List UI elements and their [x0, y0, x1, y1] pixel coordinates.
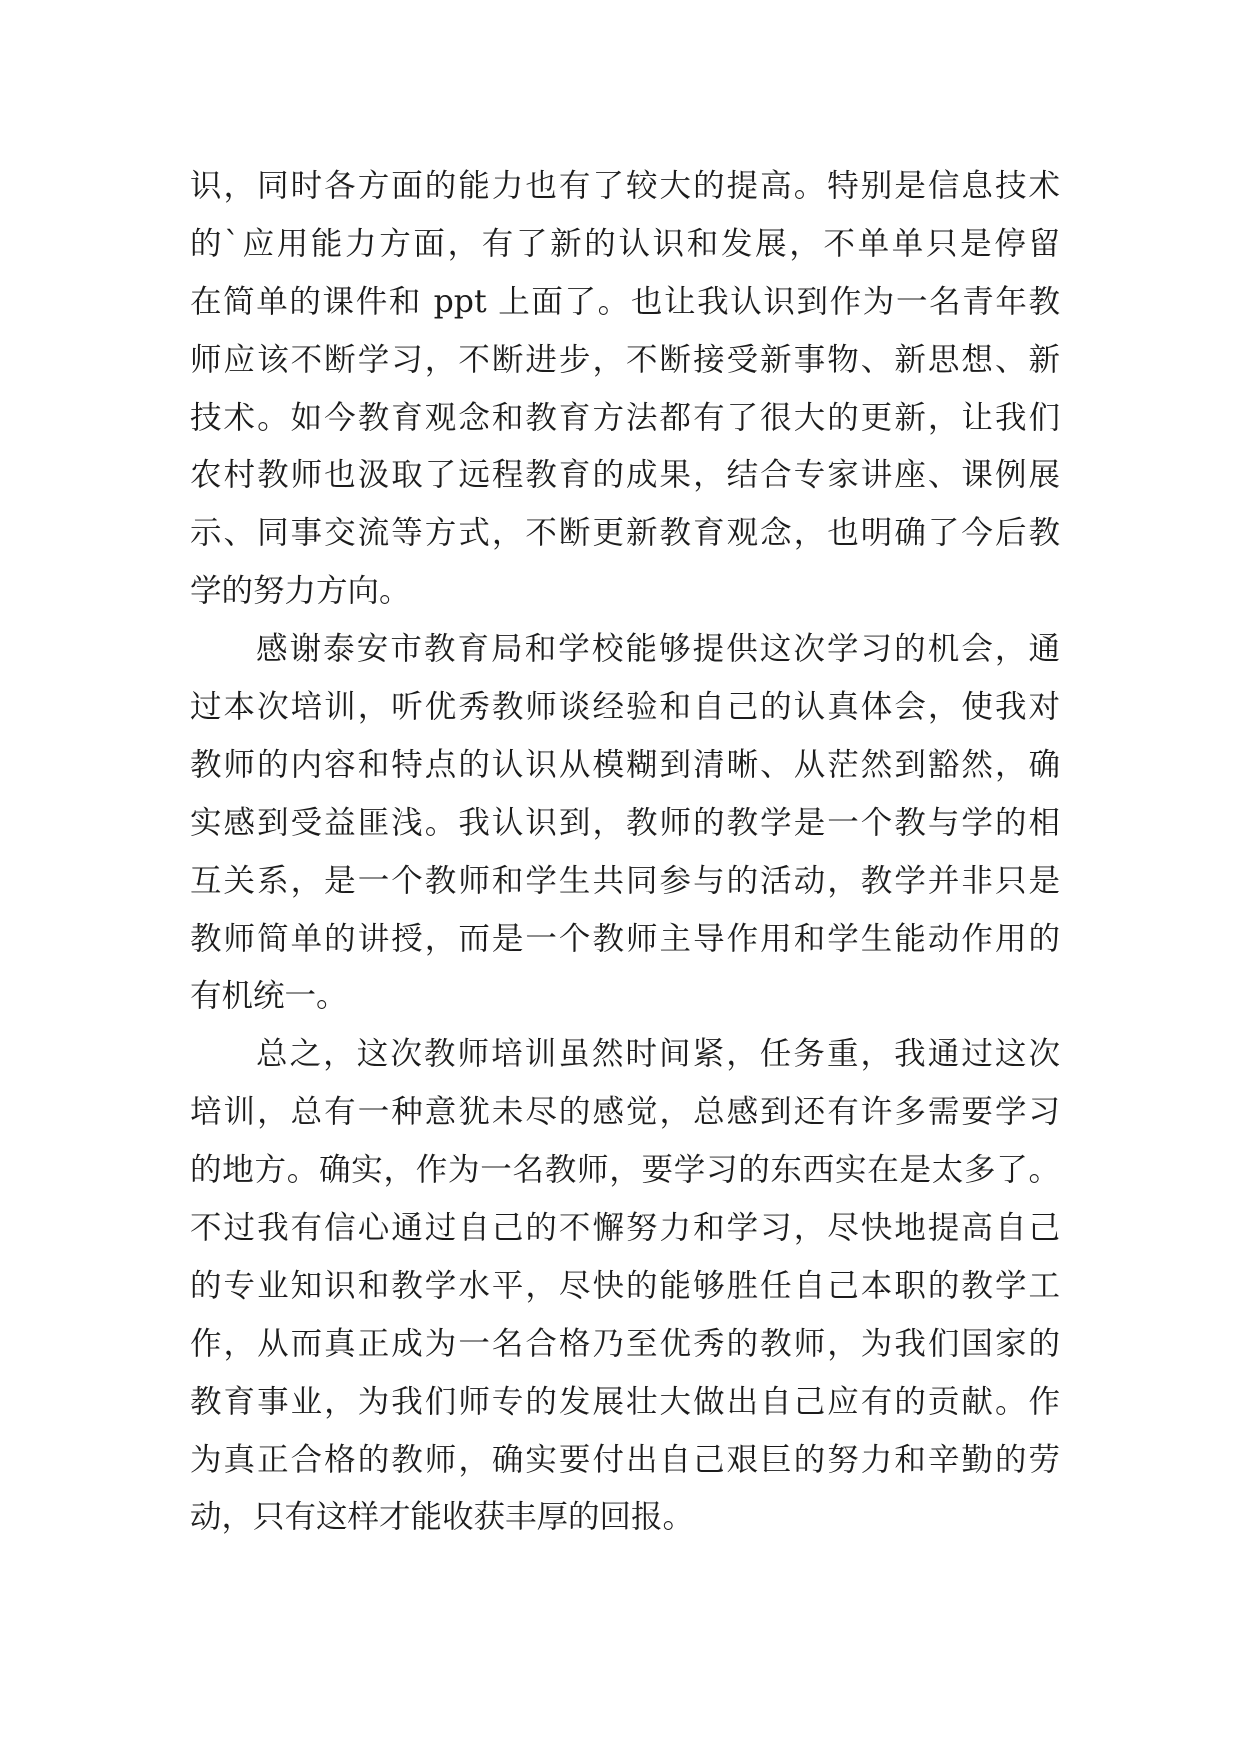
paragraph-3-line-3: 的地方。确实，作为一名教师，要学习的东西实在是太多了。: [190, 1152, 1060, 1189]
paragraph-2-line-2: 过本次培训，听优秀教师谈经验和自己的认真体会，使我对: [190, 689, 1060, 726]
paragraph-1-line-7: 示、同事交流等方式，不断更新教育观念，也明确了今后教: [190, 515, 1060, 552]
paragraph-3-line-6: 作，从而真正成为一名合格乃至优秀的教师，为我们国家的: [190, 1325, 1060, 1362]
paragraph-3-line-7: 教育事业，为我们师专的发展壮大做出自己应有的贡献。作: [190, 1383, 1060, 1420]
paragraph-1-line-6: 农村教师也汲取了远程教育的成果，结合专家讲座、课例展: [190, 457, 1060, 494]
paragraph-1-line-1: 识，同时各方面的能力也有了较大的提高。特别是信息技术: [190, 168, 1060, 204]
paragraph-3-line-2: 培训，总有一种意犹未尽的感觉，总感到还有许多需要学习: [190, 1094, 1060, 1131]
paragraph-2-line-1: 感谢泰安市教育局和学校能够提供这次学习的机会，通: [256, 631, 1060, 668]
paragraph-2-line-6: 教师简单的讲授，而是一个教师主导作用和学生能动作用的: [190, 920, 1060, 957]
paragraph-2-line-3: 教师的内容和特点的认识从模糊到清晰、从茫然到豁然，确: [190, 746, 1060, 783]
paragraph-3-line-1: 总之，这次教师培训虽然时间紧，任务重，我通过这次: [256, 1036, 1060, 1073]
paragraph-3-line-4: 不过我有信心通过自己的不懈努力和学习，尽快地提高自己: [190, 1210, 1060, 1247]
paragraph-3-line-5: 的专业知识和教学水平，尽快的能够胜任自己本职的教学工: [190, 1267, 1060, 1304]
paragraph-3-line-9: 动，只有这样才能收获丰厚的回报。: [190, 1499, 695, 1536]
document-body: [190, 158, 1060, 1547]
paragraph-1-line-4: 师应该不断学习，不断进步，不断接受新事物、新思想、新: [190, 341, 1060, 378]
paragraph-2-line-7: 有机统一。: [190, 978, 348, 1015]
paragraph-2-line-4: 实感到受益匪浅。我认识到，教师的教学是一个教与学的相: [190, 804, 1060, 841]
paragraph-1-line-2: 的`应用能力方面，有了新的认识和发展，不单单只是停留: [190, 225, 1060, 262]
paragraph-1-line-8: 学的努力方向。: [190, 573, 411, 610]
paragraph-1-line-3: 在简单的课件和 ppt 上面了。也让我认识到作为一名青年教: [190, 283, 1060, 320]
paragraph-1-line-5: 技术。如今教育观念和教育方法都有了很大的更新，让我们: [190, 399, 1060, 436]
paragraph-3-line-8: 为真正合格的教师，确实要付出自己艰巨的努力和辛勤的劳: [190, 1441, 1060, 1478]
paragraph-2-line-5: 互关系，是一个教师和学生共同参与的活动，教学并非只是: [190, 862, 1060, 899]
